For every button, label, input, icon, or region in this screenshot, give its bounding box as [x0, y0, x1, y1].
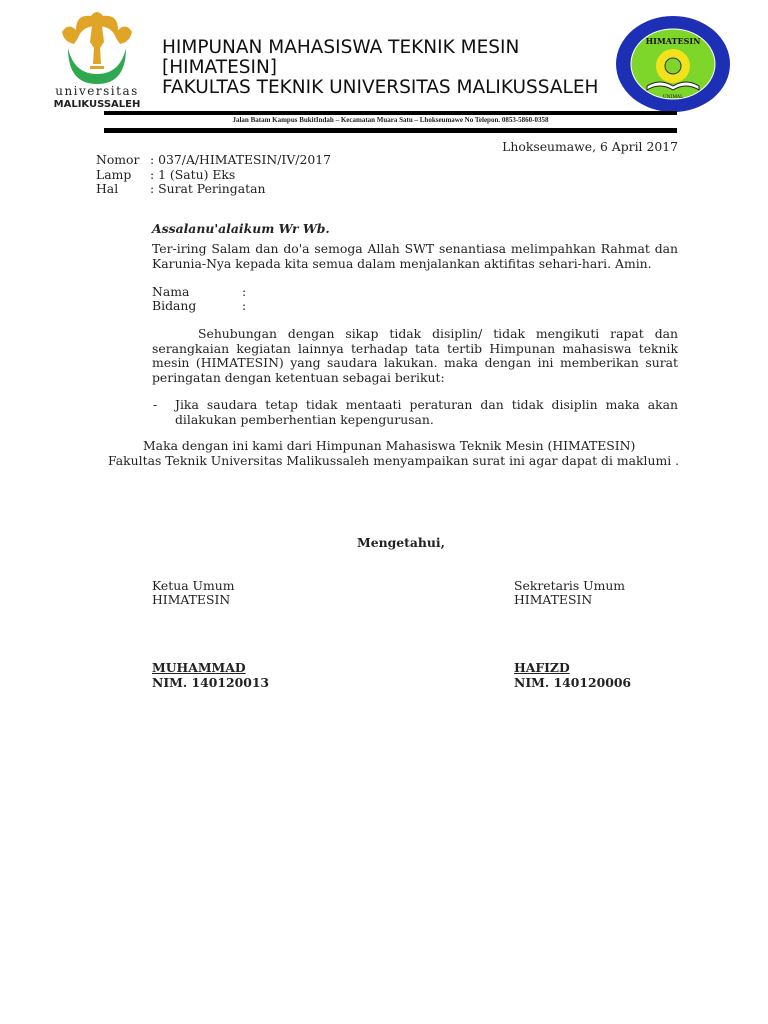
field-value-nama: :	[242, 284, 247, 299]
logo-text-universitas: universitas	[55, 84, 139, 98]
header-line-1: HIMPUNAN MAHASISWA TEKNIK MESIN	[162, 37, 520, 58]
himatesin-logo	[614, 14, 732, 114]
meta-value-nomor: : 037/A/HIMATESIN/IV/2017	[150, 152, 331, 167]
opening-paragraph: Ter-iring Salam dan do'a semoga Allah SWT senantiasa melimpahkan Rahmat dan Karunia-Nya kepada kita semua dalam menjalankan aktifitas sehari-hari. Amin.	[152, 241, 678, 271]
header-divider-bottom	[104, 128, 677, 133]
signer-1-nim: NIM. 140120013	[152, 675, 270, 690]
field-label-nama: Nama	[152, 284, 190, 299]
signer-2-role: Sekretaris Umum	[514, 578, 626, 593]
letter-date: Lhokseumawe, 6 April 2017	[502, 139, 678, 154]
meta-label-lamp: Lamp	[96, 167, 132, 182]
meta-value-lamp: : 1 (Satu) Eks	[150, 167, 236, 182]
header-address: Jalan Batam Kampus BukitIndah – Kecamatan Muara Satu – Lhokseumawe No Telepon. 0853-5860-0358	[232, 116, 549, 124]
meta-label-hal: Hal	[96, 181, 119, 196]
svg-text:HIMATESIN: HIMATESIN	[645, 36, 701, 46]
signer-1-name: MUHAMMAD	[152, 660, 246, 675]
acknowledged-label: Mengetahui,	[357, 535, 445, 550]
field-label-bidang: Bidang	[152, 298, 197, 313]
signer-2-name: HAFIZD	[514, 660, 570, 675]
signer-2-nim: NIM. 140120006	[514, 675, 632, 690]
field-value-bidang: :	[242, 298, 247, 313]
header-line-2: [HIMATESIN]	[162, 57, 278, 78]
closing-line-1: Maka dengan ini kami dari Himpunan Mahasiswa Teknik Mesin (HIMATESIN)	[143, 438, 636, 453]
signer-1-role: Ketua Umum	[152, 578, 235, 593]
logo-text-malikussaleh: MALIKUSSALEH	[53, 99, 141, 110]
university-emblem-icon	[46, 8, 148, 88]
body-paragraph: Sehubungan dengan sikap tidak disiplin/ tidak mengikuti rapat dan serangkaian kegiatan lainnya terhadap tata tertib Himpunan mahasiswa teknik mesin (HIMATESIN) yang saudara lakukan. maka dengan ini memberikan surat peringatan dengan ketentuan sebagai berikut:	[152, 326, 678, 386]
himatesin-emblem-icon	[614, 14, 732, 114]
signer-2-org: HIMATESIN	[514, 592, 593, 607]
svg-text:UNIMAL: UNIMAL	[662, 95, 684, 100]
meta-value-hal: : Surat Peringatan	[150, 181, 266, 196]
closing-line-2: Fakultas Teknik Universitas Malikussaleh menyampaikan surat ini agar dapat di maklumi .	[108, 453, 680, 468]
bullet-item: Jika saudara tetap tidak mentaati peraturan dan tidak disiplin maka akan dilakukan pemberhentian kepengurusan.	[175, 397, 678, 427]
header-line-3: FAKULTAS TEKNIK UNIVERSITAS MALIKUSSALEH	[162, 77, 599, 98]
signer-1-org: HIMATESIN	[152, 592, 231, 607]
greeting: Assalanu'alaikum Wr Wb.	[152, 221, 330, 236]
bullet-marker: -	[153, 397, 158, 412]
university-logo	[46, 8, 148, 110]
meta-label-nomor: Nomor	[96, 152, 140, 167]
